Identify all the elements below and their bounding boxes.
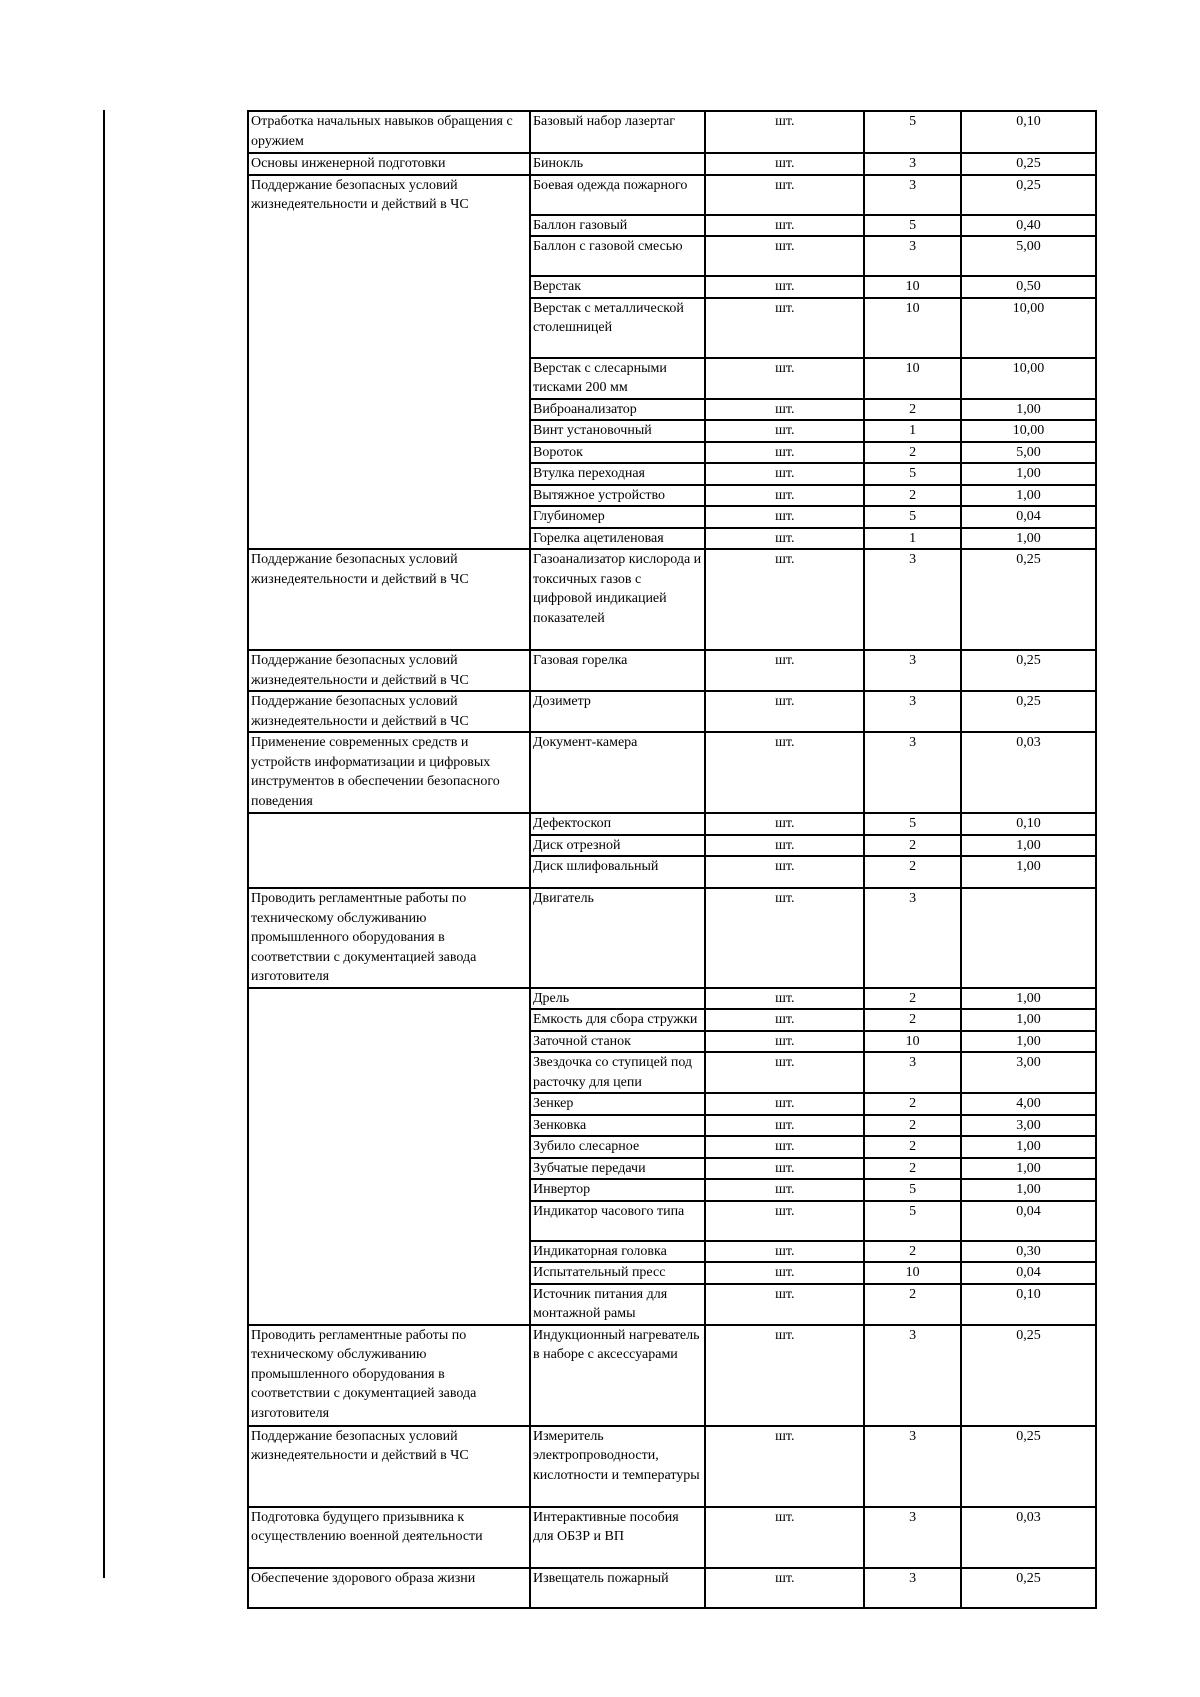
item-name-cell: Верстак с слесарными тисками 200 мм [530,358,705,399]
norm-cell: 0,25 [961,1325,1096,1426]
item-name-cell: Вытяжное устройство [530,485,705,507]
unit-cell: шт. [705,1158,864,1180]
norm-cell: 3,00 [961,1115,1096,1137]
quantity-cell: 2 [864,1115,961,1137]
quantity-cell: 10 [864,1031,961,1053]
unit-cell: шт. [705,1179,864,1201]
unit-cell: шт. [705,732,864,813]
module-cell: Подготовка будущего призывника к осуществлению военной деятельности [248,1507,530,1568]
item-name-cell: Дозиметр [530,691,705,732]
unit-cell: шт. [705,691,864,732]
unit-cell: шт. [705,1052,864,1093]
unit-cell: шт. [705,463,864,485]
quantity-cell: 2 [864,1009,961,1031]
item-name-cell: Инвертор [530,1179,705,1201]
item-name-cell: Боевая одежда пожарного [530,175,705,215]
item-name-cell: Газоанализатор кислорода и токсичных газов с цифровой индикацией показателей [530,549,705,650]
table-row [248,1568,1096,1608]
unit-cell: шт. [705,1241,864,1263]
unit-cell: шт. [705,1009,864,1031]
table-row [248,549,1096,650]
item-name-cell: Винт установочный [530,420,705,442]
norm-cell: 0,25 [961,1568,1096,1608]
quantity-cell: 1 [864,420,961,442]
module-cell: Поддержание безопасных условий жизнедеятельности и действий в ЧС [248,650,530,691]
table-row [248,813,1096,835]
item-name-cell: Зубило слесарное [530,1136,705,1158]
unit-cell: шт. [705,835,864,857]
quantity-cell: 5 [864,215,961,237]
norm-cell: 10,00 [961,298,1096,358]
unit-cell: шт. [705,1284,864,1325]
unit-cell: шт. [705,276,864,298]
item-name-cell: Базовый набор лазертаг [530,111,705,153]
table-row [248,1507,1096,1568]
norm-cell: 1,00 [961,463,1096,485]
item-name-cell: Зубчатые передачи [530,1158,705,1180]
norm-cell: 1,00 [961,1136,1096,1158]
unit-cell: шт. [705,650,864,691]
item-name-cell: Вороток [530,442,705,464]
unit-cell: шт. [705,215,864,237]
item-name-cell: Зенкер [530,1093,705,1115]
item-name-cell: Документ-камера [530,732,705,813]
unit-cell: шт. [705,442,864,464]
module-cell: Проводить регламентные работы по техническому обслуживанию промышленного оборудования в соответствии с документацией завода изготовителя [248,888,530,988]
norm-cell: 10,00 [961,358,1096,399]
item-name-cell: Заточной станок [530,1031,705,1053]
item-name-cell: Верстак [530,276,705,298]
unit-cell: шт. [705,528,864,550]
table-row [248,153,1096,175]
unit-cell: шт. [705,506,864,528]
unit-cell: шт. [705,888,864,988]
item-name-cell: Измеритель электропроводности, кислотности и температуры [530,1426,705,1507]
norm-cell: 0,10 [961,1284,1096,1325]
quantity-cell: 3 [864,732,961,813]
unit-cell: шт. [705,175,864,215]
unit-cell: шт. [705,1093,864,1115]
quantity-cell: 3 [864,1325,961,1426]
unit-cell: шт. [705,1031,864,1053]
module-cell: Поддержание безопасных условий жизнедеятельности и действий в ЧС [248,691,530,732]
quantity-cell: 1 [864,528,961,550]
norm-cell: 1,00 [961,1158,1096,1180]
norm-cell: 0,03 [961,1507,1096,1568]
item-name-cell: Бинокль [530,153,705,175]
unit-cell: шт. [705,236,864,276]
unit-cell: шт. [705,153,864,175]
quantity-cell: 2 [864,442,961,464]
norm-cell: 0,25 [961,1426,1096,1507]
table-row [248,1426,1096,1507]
unit-cell: шт. [705,420,864,442]
table-row [248,1325,1096,1426]
norm-cell: 1,00 [961,1031,1096,1053]
item-name-cell: Глубиномер [530,506,705,528]
quantity-cell: 3 [864,650,961,691]
module-cell: Применение современных средств и устройств информатизации и цифровых инструментов в обеспечении безопасного поведения [248,732,530,813]
norm-cell: 0,25 [961,650,1096,691]
quantity-cell: 3 [864,691,961,732]
unit-cell: шт. [705,485,864,507]
quantity-cell: 5 [864,1179,961,1201]
module-cell [248,988,530,1325]
item-name-cell: Зенковка [530,1115,705,1137]
item-name-cell: Источник питания для монтажной рамы [530,1284,705,1325]
quantity-cell: 2 [864,1241,961,1263]
item-name-cell: Индукционный нагреватель в наборе с аксессуарами [530,1325,705,1426]
module-cell: Поддержание безопасных условий жизнедеятельности и действий в ЧС [248,549,530,650]
table-row [248,732,1096,813]
quantity-cell: 5 [864,1201,961,1241]
unit-cell: шт. [705,1136,864,1158]
quantity-cell: 3 [864,175,961,215]
norm-cell: 5,00 [961,236,1096,276]
quantity-cell: 2 [864,988,961,1010]
norm-cell: 1,00 [961,856,1096,888]
quantity-cell: 5 [864,813,961,835]
unit-cell: шт. [705,298,864,358]
item-name-cell: Диск шлифовальный [530,856,705,888]
module-cell: Поддержание безопасных условий жизнедеятельности и действий в ЧС [248,175,530,550]
quantity-cell: 2 [864,1136,961,1158]
norm-cell: 4,00 [961,1093,1096,1115]
item-name-cell: Газовая горелка [530,650,705,691]
table-row [248,650,1096,691]
module-cell: Проводить регламентные работы по техническому обслуживанию промышленного оборудования в соответствии с документацией завода изготовителя [248,1325,530,1426]
norm-cell: 0,30 [961,1241,1096,1263]
quantity-cell: 5 [864,506,961,528]
norm-cell: 0,25 [961,691,1096,732]
norm-cell: 0,10 [961,813,1096,835]
quantity-cell: 3 [864,888,961,988]
item-name-cell: Дрель [530,988,705,1010]
quantity-cell: 10 [864,298,961,358]
norm-cell: 0,04 [961,1262,1096,1284]
unit-cell: шт. [705,1115,864,1137]
norm-cell: 0,25 [961,549,1096,650]
item-name-cell: Втулка переходная [530,463,705,485]
unit-cell: шт. [705,111,864,153]
norm-cell: 0,25 [961,175,1096,215]
norm-cell: 1,00 [961,528,1096,550]
item-name-cell: Горелка ацетиленовая [530,528,705,550]
norm-cell: 1,00 [961,399,1096,421]
quantity-cell: 3 [864,153,961,175]
quantity-cell: 3 [864,549,961,650]
item-name-cell: Дефектоскоп [530,813,705,835]
item-name-cell: Виброанализатор [530,399,705,421]
item-name-cell: Диск отрезной [530,835,705,857]
norm-cell: 0,25 [961,153,1096,175]
norm-cell: 10,00 [961,420,1096,442]
item-name-cell: Звездочка со ступицей под расточку для цепи [530,1052,705,1093]
item-name-cell: Верстак с металлической столешницей [530,298,705,358]
norm-cell: 5,00 [961,442,1096,464]
quantity-cell: 3 [864,1426,961,1507]
module-cell: Основы инженерной подготовки [248,153,530,175]
quantity-cell: 2 [864,1093,961,1115]
norm-cell: 1,00 [961,485,1096,507]
quantity-cell: 2 [864,485,961,507]
item-name-cell: Извещатель пожарный [530,1568,705,1608]
item-name-cell: Баллон газовый [530,215,705,237]
quantity-cell: 5 [864,463,961,485]
quantity-cell: 2 [864,856,961,888]
quantity-cell: 3 [864,236,961,276]
equipment-table-body [248,111,1096,1608]
norm-cell: 0,04 [961,506,1096,528]
item-name-cell: Индикаторная головка [530,1241,705,1263]
quantity-cell: 10 [864,276,961,298]
unit-cell: шт. [705,549,864,650]
norm-cell: 1,00 [961,1179,1096,1201]
item-name-cell: Интерактивные пособия для ОБЗР и ВП [530,1507,705,1568]
unit-cell: шт. [705,1262,864,1284]
quantity-cell: 3 [864,1052,961,1093]
table-row [248,988,1096,1010]
unit-cell: шт. [705,1426,864,1507]
norm-cell: 1,00 [961,1009,1096,1031]
equipment-table [247,110,1097,1609]
quantity-cell: 3 [864,1568,961,1608]
quantity-cell: 2 [864,835,961,857]
norm-cell: 0,03 [961,732,1096,813]
item-name-cell: Емкость для сбора стружки [530,1009,705,1031]
table-row [248,691,1096,732]
quantity-cell: 2 [864,1284,961,1325]
unit-cell: шт. [705,358,864,399]
norm-cell: 1,00 [961,988,1096,1010]
unit-cell: шт. [705,1325,864,1426]
item-name-cell: Испытательный пресс [530,1262,705,1284]
unit-cell: шт. [705,988,864,1010]
norm-cell: 0,40 [961,215,1096,237]
item-name-cell: Индикатор часового типа [530,1201,705,1241]
unit-cell: шт. [705,1201,864,1241]
quantity-cell: 3 [864,1507,961,1568]
quantity-cell: 2 [864,1158,961,1180]
norm-cell: 0,10 [961,111,1096,153]
item-name-cell: Двигатель [530,888,705,988]
norm-cell [961,888,1096,988]
module-cell: Отработка начальных навыков обращения с оружием [248,111,530,153]
unit-cell: шт. [705,813,864,835]
item-name-cell: Баллон с газовой смесью [530,236,705,276]
page-margin-rule [103,110,105,1578]
module-cell: Поддержание безопасных условий жизнедеятельности и действий в ЧС [248,1426,530,1507]
unit-cell: шт. [705,399,864,421]
quantity-cell: 10 [864,358,961,399]
norm-cell: 1,00 [961,835,1096,857]
norm-cell: 0,04 [961,1201,1096,1241]
unit-cell: шт. [705,1568,864,1608]
table-row [248,111,1096,153]
quantity-cell: 10 [864,1262,961,1284]
norm-cell: 3,00 [961,1052,1096,1093]
module-cell [248,813,530,888]
table-row [248,888,1096,988]
quantity-cell: 2 [864,399,961,421]
quantity-cell: 5 [864,111,961,153]
table-row [248,175,1096,215]
unit-cell: шт. [705,856,864,888]
norm-cell: 0,50 [961,276,1096,298]
unit-cell: шт. [705,1507,864,1568]
module-cell: Обеспечение здорового образа жизни [248,1568,530,1608]
